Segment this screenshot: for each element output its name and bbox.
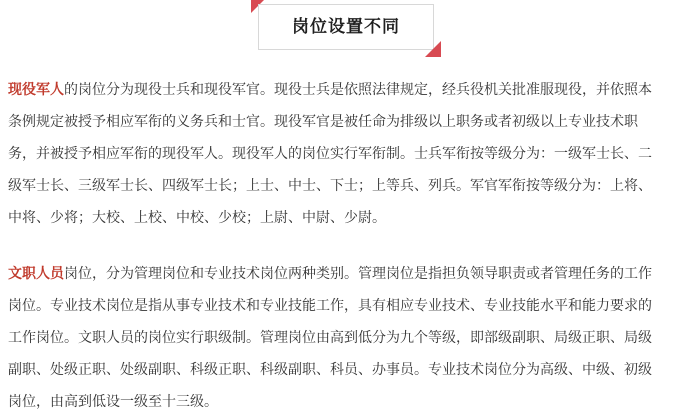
paragraph-active-military [8, 74, 688, 234]
paragraph-line [8, 258, 688, 290]
paragraph-line: 岗位。专业技术岗位是指从事专业技术和专业技能工作，具有相应专业技术、专业技能水平和能力要求的 [8, 298, 652, 314]
paragraph-text: 岗位，分为管理岗位和专业技术岗位两种类别。管理岗位是指担负领导职责或者管理任务的工作 [64, 266, 652, 282]
paragraph-line: 务，并被授予相应军衔的现役军人。现役军人的岗位实行军衔制。士兵军衔按等级分为：一级军士长、二 [8, 146, 652, 162]
paragraph-lead-term: 文职人员 [8, 266, 64, 282]
paragraph-line: 中将、少将；大校、上校、中校、少校；上尉、中尉、少尉。 [8, 210, 386, 226]
paragraph-line: 条例规定被授予相应军衔的义务兵和士官。现役军官是被任命为排级以上职务或者初级以上专业技术职 [8, 114, 638, 130]
section-title [258, 4, 434, 50]
paragraph-line: 级军士长、三级军士长、四级军士长；上士、中士、下士；上等兵、列兵。军官军衔按等级分为：上将、 [8, 178, 652, 194]
paragraph-civilian-staff [8, 258, 688, 418]
paragraph-line [8, 74, 688, 106]
page-title: 岗位设置不同 [292, 17, 400, 37]
paragraph-lead-term: 现役军人 [8, 82, 64, 98]
paragraph-line: 工作岗位。文职人员的岗位实行职级制。管理岗位由高到低分为九个等级，即部级副职、局级正职、局级 [8, 330, 652, 346]
paragraph-line: 副职、处级正职、处级副职、科级正职、科级副职、科员、办事员。专业技术岗位分为高级、中级、初级 [8, 362, 652, 378]
paragraph-text: 的岗位分为现役士兵和现役军官。现役士兵是依照法律规定，经兵役机关批准服现役，并依照本 [64, 82, 652, 98]
paragraph-line: 岗位，由高到低设一级至十三级。 [8, 394, 218, 410]
